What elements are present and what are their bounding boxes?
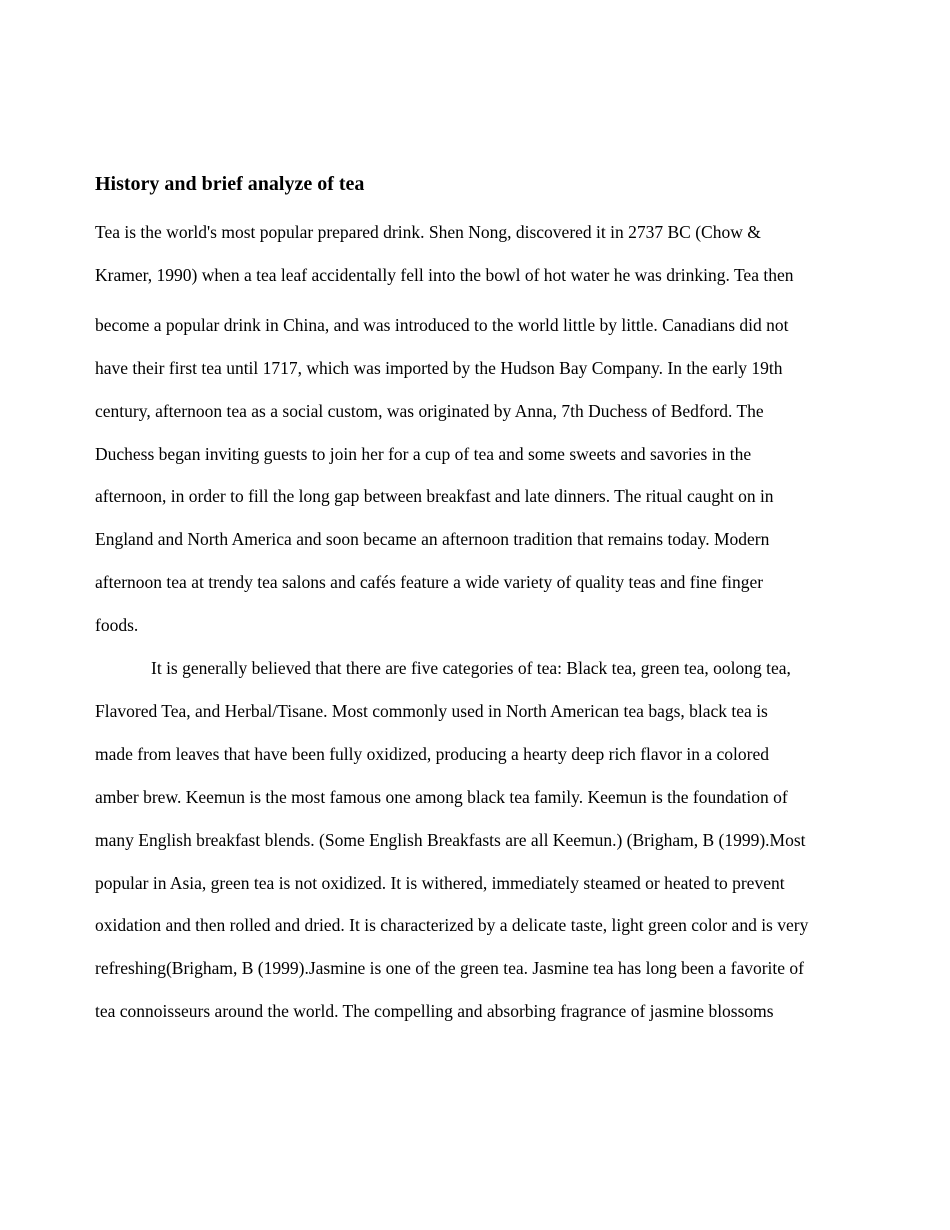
paragraph-1-line: afternoon, in order to fill the long gap between breakfast and late dinners. The ritual caught on in — [95, 486, 774, 506]
paragraph-2-line: It is generally believed that there are five categories of tea: Black tea, green tea, oolong tea, — [151, 658, 791, 678]
paragraph-2-line: many English breakfast blends. (Some English Breakfasts are all Keemun.) (Brigham, B (1999).Most — [95, 830, 806, 850]
paragraph-1-line: Kramer, 1990) when a tea leaf accidentally fell into the bowl of hot water he was drinking. Tea then — [95, 265, 794, 285]
paragraph-2-line: made from leaves that have been fully oxidized, producing a hearty deep rich flavor in a colored — [95, 744, 769, 764]
paragraph-2-line: amber brew. Keemun is the most famous one among black tea family. Keemun is the foundation of — [95, 787, 788, 807]
paragraph-1-line: foods. — [95, 615, 139, 635]
paragraph-1-line: become a popular drink in China, and was introduced to the world little by little. Canadians did not — [95, 315, 789, 335]
paragraph-1-line: century, afternoon tea as a social custom, was originated by Anna, 7th Duchess of Bedford. The — [95, 401, 764, 421]
paragraph-2-line: Flavored Tea, and Herbal/Tisane. Most commonly used in North American tea bags, black tea is — [95, 701, 768, 721]
paragraph-2-line: refreshing(Brigham, B (1999).Jasmine is one of the green tea. Jasmine tea has long been a favorite of — [95, 958, 805, 978]
paragraph-2-line: oxidation and then rolled and dried. It is characterized by a delicate taste, light green color and is very — [95, 915, 809, 935]
paragraph-2-line: tea connoisseurs around the world. The compelling and absorbing fragrance of jasmine blossoms — [95, 1001, 774, 1021]
document-heading: History and brief analyze of tea — [95, 173, 365, 195]
paragraph-1-line: Duchess began inviting guests to join her for a cup of tea and some sweets and savories in the — [95, 444, 752, 464]
paragraph-1-line: have their first tea until 1717, which was imported by the Hudson Bay Company. In the early 19th — [95, 358, 783, 378]
paragraph-1-line: Tea is the world's most popular prepared drink. Shen Nong, discovered it in 2737 BC (Chow & — [95, 222, 761, 242]
paragraph-1-line: England and North America and soon became an afternoon tradition that remains today. Modern — [95, 529, 770, 549]
paragraph-1-line: afternoon tea at trendy tea salons and cafés feature a wide variety of quality teas and fine finger — [95, 572, 764, 592]
paragraph-2-line: popular in Asia, green tea is not oxidized. It is withered, immediately steamed or heated to prevent — [95, 873, 785, 893]
